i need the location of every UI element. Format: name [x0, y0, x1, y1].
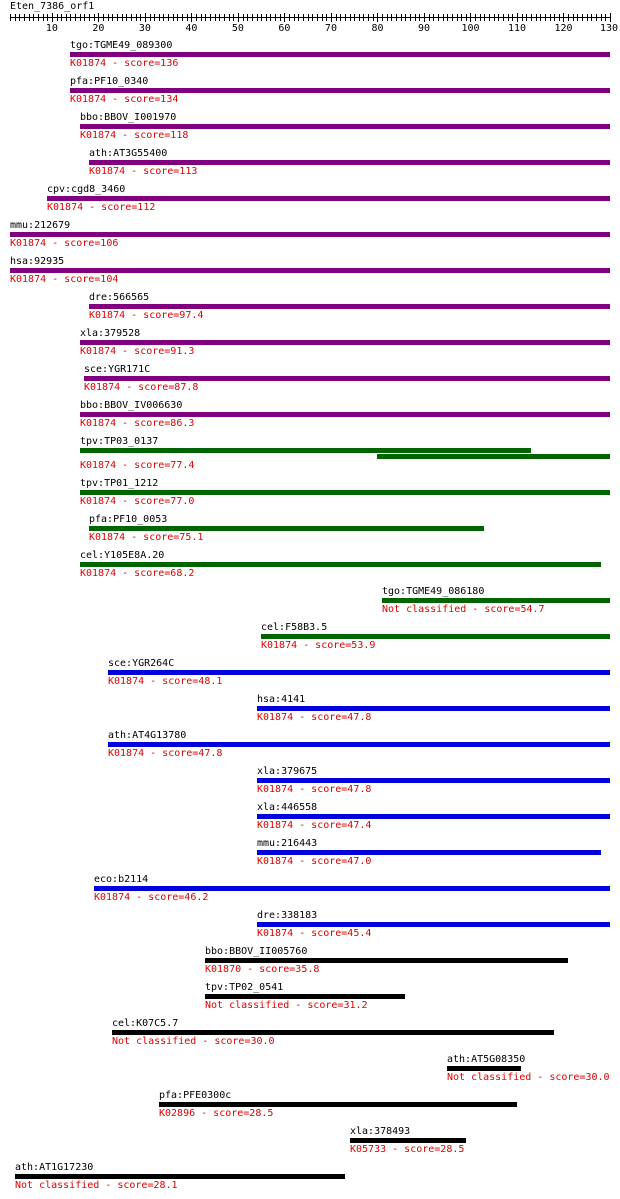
- hit-name-link[interactable]: ath:AT1G17230: [15, 1162, 94, 1173]
- alignment-bar[interactable]: [70, 88, 610, 93]
- ruler-minor-tick: [257, 14, 258, 21]
- ruler-minor-tick: [382, 14, 383, 21]
- ruler-tick-label: 30: [138, 23, 151, 34]
- ruler-minor-tick: [84, 14, 85, 21]
- ruler-minor-tick: [70, 14, 71, 21]
- ruler-minor-tick: [429, 14, 430, 21]
- hit-score-link[interactable]: K01874 - score=47.0: [257, 856, 372, 867]
- ruler-tick-label: 100: [461, 23, 480, 34]
- ruler-minor-tick: [559, 14, 560, 21]
- ruler-minor-tick: [554, 14, 555, 21]
- ruler-minor-tick: [526, 14, 527, 21]
- ruler-minor-tick: [33, 14, 34, 21]
- ruler-minor-tick: [131, 14, 132, 21]
- ruler-minor-tick: [536, 14, 537, 21]
- ruler-minor-tick: [336, 14, 337, 21]
- ruler-minor-tick: [508, 14, 509, 21]
- ruler-minor-tick: [47, 14, 48, 21]
- ruler-minor-tick: [401, 14, 402, 21]
- alignment-bar[interactable]: [89, 160, 610, 165]
- hit-score-link[interactable]: K01874 - score=113: [89, 166, 198, 177]
- ruler-minor-tick: [173, 14, 174, 21]
- ruler-tick-label: 80: [371, 23, 384, 34]
- ruler-minor-tick: [396, 14, 397, 21]
- hit-name-link[interactable]: ath:AT4G13780: [108, 730, 187, 741]
- hit-score-link[interactable]: K01874 - score=87.8: [84, 382, 199, 393]
- ruler-tick-label: 50: [231, 23, 244, 34]
- ruler-minor-tick: [568, 14, 569, 21]
- ruler-minor-tick: [159, 14, 160, 21]
- ruler-minor-tick: [219, 14, 220, 21]
- ruler-minor-tick: [94, 14, 95, 21]
- hit-name-link[interactable]: cpv:cgd8_3460: [47, 184, 126, 195]
- ruler-minor-tick: [531, 14, 532, 21]
- alignment-bar[interactable]: [205, 994, 405, 999]
- hit-score-link[interactable]: K01874 - score=46.2: [94, 892, 209, 903]
- ruler-minor-tick: [205, 14, 206, 21]
- hit-name-link[interactable]: xla:378493: [350, 1126, 411, 1137]
- ruler-major-tick: [377, 13, 378, 22]
- ruler-minor-tick: [224, 14, 225, 21]
- ruler-minor-tick: [89, 14, 90, 21]
- ruler-minor-tick: [15, 14, 16, 21]
- ruler-minor-tick: [57, 14, 58, 21]
- alignment-bar[interactable]: [10, 232, 610, 237]
- alignment-bar[interactable]: [447, 1066, 521, 1071]
- alignment-bar[interactable]: [112, 1030, 554, 1035]
- hit-name-link[interactable]: tpv:TP03_0137: [80, 436, 159, 447]
- hit-name-link[interactable]: pfa:PF10_0053: [89, 514, 168, 525]
- ruler-minor-tick: [210, 14, 211, 21]
- ruler-tick-label: 90: [417, 23, 430, 34]
- hit-score-link[interactable]: K01874 - score=86.3: [80, 418, 195, 429]
- ruler-minor-tick: [66, 14, 67, 21]
- ruler-minor-tick: [391, 14, 392, 21]
- hit-score-link[interactable]: K01874 - score=97.4: [89, 310, 204, 321]
- hit-score-link[interactable]: K01874 - score=48.1: [108, 676, 223, 687]
- ruler-minor-tick: [405, 14, 406, 21]
- hit-name-link[interactable]: bbo:BBOV_I001970: [80, 112, 177, 123]
- ruler-minor-tick: [368, 14, 369, 21]
- ruler-minor-tick: [494, 14, 495, 21]
- hit-name-link[interactable]: xla:446558: [257, 802, 318, 813]
- hit-name-link[interactable]: sce:YGR171C: [84, 364, 151, 375]
- hit-name-link[interactable]: eco:b2114: [94, 874, 149, 885]
- ruler-minor-tick: [582, 14, 583, 21]
- hit-name-link[interactable]: hsa:4141: [257, 694, 306, 705]
- ruler-minor-tick: [140, 14, 141, 21]
- ruler-minor-tick: [387, 14, 388, 21]
- hit-name-link[interactable]: mmu:216443: [257, 838, 318, 849]
- ruler-minor-tick: [247, 14, 248, 21]
- ruler-minor-tick: [545, 14, 546, 21]
- hit-score-link[interactable]: K01874 - score=112: [47, 202, 156, 213]
- alignment-bar[interactable]: [257, 850, 601, 855]
- ruler-minor-tick: [587, 14, 588, 21]
- ruler-tick-label: 130: [600, 23, 619, 34]
- hit-name-link[interactable]: bbo:BBOV_IV006630: [80, 400, 183, 411]
- alignment-bar[interactable]: [257, 814, 610, 819]
- ruler-minor-tick: [503, 14, 504, 21]
- ruler-minor-tick: [61, 14, 62, 21]
- ruler-minor-tick: [322, 14, 323, 21]
- ruler-minor-tick: [243, 14, 244, 21]
- hit-score-link[interactable]: K01874 - score=118: [80, 130, 189, 141]
- ruler-minor-tick: [363, 14, 364, 21]
- alignment-bar[interactable]: [80, 448, 531, 453]
- alignment-bar[interactable]: [382, 598, 610, 603]
- ruler-minor-tick: [10, 14, 11, 21]
- alignment-bar[interactable]: [108, 742, 610, 747]
- ruler-minor-tick: [266, 14, 267, 21]
- ruler-minor-tick: [415, 14, 416, 21]
- ruler-minor-tick: [275, 14, 276, 21]
- hit-score-link[interactable]: K01874 - score=104: [10, 274, 119, 285]
- hit-score-link[interactable]: K01874 - score=91.3: [80, 346, 195, 357]
- alignment-bar[interactable]: [94, 886, 610, 891]
- ruler-minor-tick: [550, 14, 551, 21]
- ruler-major-tick: [145, 13, 146, 22]
- ruler-major-tick: [238, 13, 239, 22]
- ruler-minor-tick: [182, 14, 183, 21]
- hit-name-link[interactable]: mmu:212679: [10, 220, 71, 231]
- ruler-major-tick: [610, 13, 611, 22]
- ruler-major-tick: [52, 13, 53, 22]
- ruler-major-tick: [470, 13, 471, 22]
- ruler-minor-tick: [498, 14, 499, 21]
- ruler-minor-tick: [419, 14, 420, 21]
- hit-name-link[interactable]: hsa:92935: [10, 256, 65, 267]
- hit-name-link[interactable]: xla:379675: [257, 766, 318, 777]
- hit-score-link[interactable]: K01874 - score=77.4: [80, 460, 195, 471]
- alignment-bar[interactable]: [108, 670, 610, 675]
- hit-score-link[interactable]: Not classified - score=28.1: [15, 1180, 178, 1191]
- hit-score-link[interactable]: K02896 - score=28.5: [159, 1108, 274, 1119]
- ruler-minor-tick: [359, 14, 360, 21]
- hit-score-link[interactable]: K05733 - score=28.5: [350, 1144, 465, 1155]
- ruler-minor-tick: [457, 14, 458, 21]
- ruler-minor-tick: [163, 14, 164, 21]
- ruler-minor-tick: [136, 14, 137, 21]
- hit-name-link[interactable]: cel:Y105E8A.20: [80, 550, 165, 561]
- hit-score-link[interactable]: K01874 - score=45.4: [257, 928, 372, 939]
- hit-score-link[interactable]: K01874 - score=75.1: [89, 532, 204, 543]
- hit-score-link[interactable]: Not classified - score=30.0: [447, 1072, 610, 1083]
- ruler-minor-tick: [308, 14, 309, 21]
- ruler-minor-tick: [298, 14, 299, 21]
- ruler-minor-tick: [410, 14, 411, 21]
- hit-score-link[interactable]: K01870 - score=35.8: [205, 964, 320, 975]
- hit-name-link[interactable]: cel:K07C5.7: [112, 1018, 179, 1029]
- hit-name-link[interactable]: dre:566565: [89, 292, 150, 303]
- ruler-minor-tick: [261, 14, 262, 21]
- ruler-major-tick: [563, 13, 564, 22]
- ruler-minor-tick: [466, 14, 467, 21]
- ruler-minor-tick: [24, 14, 25, 21]
- alignment-bar[interactable]: [257, 706, 610, 711]
- ruler-minor-tick: [354, 14, 355, 21]
- ruler-minor-tick: [196, 14, 197, 21]
- ruler-minor-tick: [29, 14, 30, 21]
- hit-name-link[interactable]: ath:AT3G55400: [89, 148, 168, 159]
- ruler-minor-tick: [126, 14, 127, 21]
- alignment-bar[interactable]: [10, 268, 610, 273]
- query-title: Eten_7386_orf1: [10, 1, 95, 12]
- ruler-major-tick: [517, 13, 518, 22]
- hit-name-link[interactable]: dre:338183: [257, 910, 318, 921]
- ruler-tick-label: 120: [554, 23, 573, 34]
- ruler-minor-tick: [433, 14, 434, 21]
- ruler-tick-label: 60: [278, 23, 291, 34]
- ruler-tick-label: 20: [92, 23, 105, 34]
- ruler-major-tick: [191, 13, 192, 22]
- ruler-minor-tick: [350, 14, 351, 21]
- hit-name-link[interactable]: bbo:BBOV_II005760: [205, 946, 308, 957]
- ruler-minor-tick: [540, 14, 541, 21]
- ruler-minor-tick: [340, 14, 341, 21]
- ruler-minor-tick: [112, 14, 113, 21]
- ruler-minor-tick: [270, 14, 271, 21]
- hit-name-link[interactable]: pfa:PFE0300c: [159, 1090, 232, 1101]
- ruler-minor-tick: [75, 14, 76, 21]
- alignment-bar[interactable]: [159, 1102, 517, 1107]
- ruler-major-tick: [331, 13, 332, 22]
- hit-score-link[interactable]: Not classified - score=31.2: [205, 1000, 368, 1011]
- ruler-minor-tick: [150, 14, 151, 21]
- hit-name-link[interactable]: tpv:TP02_0541: [205, 982, 284, 993]
- ruler-minor-tick: [280, 14, 281, 21]
- alignment-bar[interactable]: [80, 340, 610, 345]
- hit-score-link[interactable]: Not classified - score=30.0: [112, 1036, 275, 1047]
- ruler-minor-tick: [252, 14, 253, 21]
- ruler-minor-tick: [38, 14, 39, 21]
- ruler-minor-tick: [168, 14, 169, 21]
- ruler-tick-label: 110: [507, 23, 527, 34]
- hit-name-link[interactable]: tgo:TGME49_089300: [70, 40, 173, 51]
- ruler-tick-label: 40: [185, 23, 198, 34]
- ruler-minor-tick: [373, 14, 374, 21]
- hit-score-link[interactable]: K01874 - score=77.0: [80, 496, 195, 507]
- hit-score-link[interactable]: K01874 - score=47.8: [257, 784, 372, 795]
- ruler-tick-label: 10: [45, 23, 58, 34]
- ruler-minor-tick: [154, 14, 155, 21]
- alignment-bar[interactable]: [89, 304, 610, 309]
- ruler-major-tick: [284, 13, 285, 22]
- ruler-minor-tick: [591, 14, 592, 21]
- alignment-bar[interactable]: [80, 124, 610, 129]
- ruler-minor-tick: [294, 14, 295, 21]
- hit-score-link[interactable]: K01874 - score=136: [70, 58, 179, 69]
- ruler-minor-tick: [215, 14, 216, 21]
- ruler-minor-tick: [317, 14, 318, 21]
- hit-score-link[interactable]: K01874 - score=134: [70, 94, 179, 105]
- ruler-minor-tick: [461, 14, 462, 21]
- hit-score-link[interactable]: K01874 - score=106: [10, 238, 119, 249]
- hit-score-link[interactable]: K01874 - score=47.8: [257, 712, 372, 723]
- ruler-minor-tick: [522, 14, 523, 21]
- ruler-minor-tick: [117, 14, 118, 21]
- hit-score-link[interactable]: Not classified - score=54.7: [382, 604, 545, 615]
- alignment-bar[interactable]: [80, 490, 610, 495]
- hit-score-link[interactable]: K01874 - score=47.4: [257, 820, 372, 831]
- hit-name-link[interactable]: pfa:PF10_0340: [70, 76, 149, 87]
- hit-name-link[interactable]: cel:F58B3.5: [261, 622, 328, 633]
- ruler-minor-tick: [229, 14, 230, 21]
- ruler-minor-tick: [452, 14, 453, 21]
- alignment-bar[interactable]: [377, 454, 610, 459]
- alignment-bar[interactable]: [80, 562, 601, 567]
- ruler-minor-tick: [326, 14, 327, 21]
- hit-name-link[interactable]: tpv:TP01_1212: [80, 478, 159, 489]
- hit-score-link[interactable]: K01874 - score=47.8: [108, 748, 223, 759]
- ruler-minor-tick: [601, 14, 602, 21]
- ruler-minor-tick: [289, 14, 290, 21]
- ruler-minor-tick: [80, 14, 81, 21]
- ruler-minor-tick: [177, 14, 178, 21]
- alignment-bar[interactable]: [89, 526, 484, 531]
- ruler-minor-tick: [43, 14, 44, 21]
- ruler-minor-tick: [577, 14, 578, 21]
- ruler-minor-tick: [345, 14, 346, 21]
- alignment-bar[interactable]: [84, 376, 610, 381]
- ruler-minor-tick: [447, 14, 448, 21]
- alignment-bar[interactable]: [257, 778, 610, 783]
- hit-name-link[interactable]: ath:AT5G08350: [447, 1054, 526, 1065]
- hit-name-link[interactable]: sce:YGR264C: [108, 658, 175, 669]
- alignment-bar[interactable]: [47, 196, 610, 201]
- ruler-minor-tick: [201, 14, 202, 21]
- alignment-bar[interactable]: [80, 412, 610, 417]
- ruler-minor-tick: [103, 14, 104, 21]
- ruler-minor-tick: [312, 14, 313, 21]
- ruler-minor-tick: [438, 14, 439, 21]
- ruler-minor-tick: [484, 14, 485, 21]
- ruler-minor-tick: [187, 14, 188, 21]
- ruler-minor-tick: [573, 14, 574, 21]
- ruler-tick-label: 70: [324, 23, 337, 34]
- ruler-minor-tick: [443, 14, 444, 21]
- ruler-line: [10, 17, 610, 18]
- ruler-minor-tick: [19, 14, 20, 21]
- hit-score-link[interactable]: K01874 - score=68.2: [80, 568, 195, 579]
- alignment-bar[interactable]: [350, 1138, 466, 1143]
- hit-name-link[interactable]: tgo:TGME49_086180: [382, 586, 485, 597]
- ruler-minor-tick: [489, 14, 490, 21]
- alignment-bar[interactable]: [15, 1174, 345, 1179]
- ruler-major-tick: [98, 13, 99, 22]
- ruler-minor-tick: [233, 14, 234, 21]
- ruler-minor-tick: [475, 14, 476, 21]
- ruler-minor-tick: [605, 14, 606, 21]
- ruler-minor-tick: [303, 14, 304, 21]
- alignment-bar[interactable]: [261, 634, 610, 639]
- ruler-minor-tick: [512, 14, 513, 21]
- ruler-minor-tick: [480, 14, 481, 21]
- alignment-bar[interactable]: [70, 52, 610, 57]
- ruler-minor-tick: [596, 14, 597, 21]
- ruler-major-tick: [424, 13, 425, 22]
- hit-name-link[interactable]: xla:379528: [80, 328, 141, 339]
- hit-score-link[interactable]: K01874 - score=53.9: [261, 640, 376, 651]
- alignment-bar[interactable]: [257, 922, 610, 927]
- alignment-bar[interactable]: [205, 958, 568, 963]
- ruler-minor-tick: [108, 14, 109, 21]
- ruler-minor-tick: [122, 14, 123, 21]
